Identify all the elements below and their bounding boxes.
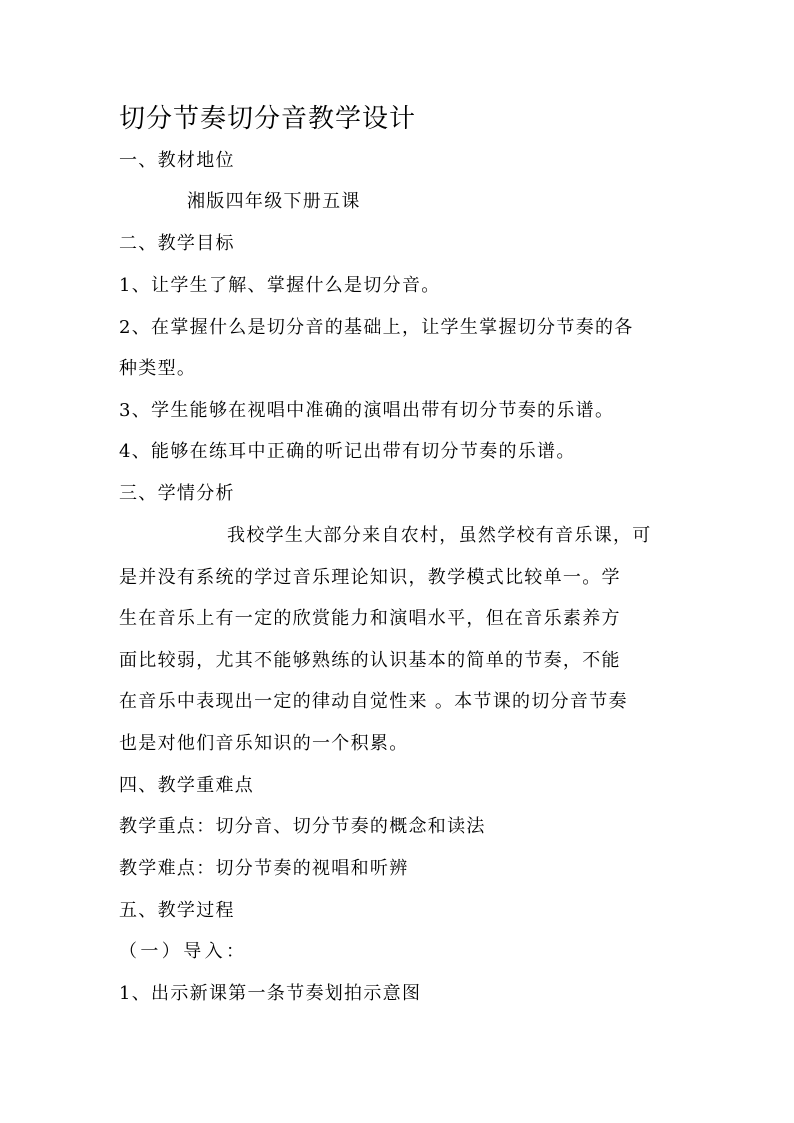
section-heading-analysis: 三、学情分析 bbox=[119, 483, 235, 504]
section-heading-material: 一、教材地位 bbox=[119, 150, 235, 171]
analysis-line-1: 我校学生大部分来自农村，虽然学校有音乐课，可 bbox=[227, 525, 652, 546]
analysis-line-4: 面比较弱，尤其不能够熟练的认识基本的简单的节奏，不能 bbox=[119, 650, 621, 671]
section-heading-key-points: 四、教学重难点 bbox=[119, 775, 255, 796]
material-text: 湘版四年级下册五课 bbox=[187, 191, 361, 212]
goal-item-3: 3、学生能够在视唱中准确的演唱出带有切分节奏的乐谱。 bbox=[119, 400, 615, 421]
goal-item-1: 1、让学生了解、掌握什么是切分音。 bbox=[119, 275, 441, 296]
analysis-line-6: 也是对他们音乐知识的一个积累。 bbox=[119, 733, 409, 754]
process-subheading-intro: （一）导入： bbox=[119, 941, 248, 962]
analysis-line-5: 在音乐中表现出一定的律动自觉性来 。本节课的切分音节奏 bbox=[119, 691, 628, 712]
difficult-point-text: 教学难点：切分节奏的视唱和听辨 bbox=[119, 858, 409, 879]
goal-item-2-cont: 种类型。 bbox=[119, 358, 197, 379]
analysis-line-2: 是并没有系统的学过音乐理论知识，教学模式比较单一。学 bbox=[119, 567, 621, 588]
section-heading-process: 五、教学过程 bbox=[119, 900, 235, 921]
goal-item-4: 4、能够在练耳中正确的听记出带有切分节奏的乐谱。 bbox=[119, 441, 576, 462]
process-item-1: 1、出示新课第一条节奏划拍示意图 bbox=[119, 983, 422, 1004]
analysis-line-3: 生在音乐上有一定的欣赏能力和演唱水平，但在音乐素养方 bbox=[119, 608, 621, 629]
document-title: 切分节奏切分音教学设计 bbox=[119, 104, 417, 134]
goal-item-2: 2、在掌握什么是切分音的基础上，让学生掌握切分节奏的各 bbox=[119, 317, 634, 338]
key-point-text: 教学重点：切分音、切分节奏的概念和读法 bbox=[119, 816, 486, 837]
section-heading-goals: 二、教学目标 bbox=[119, 233, 235, 254]
